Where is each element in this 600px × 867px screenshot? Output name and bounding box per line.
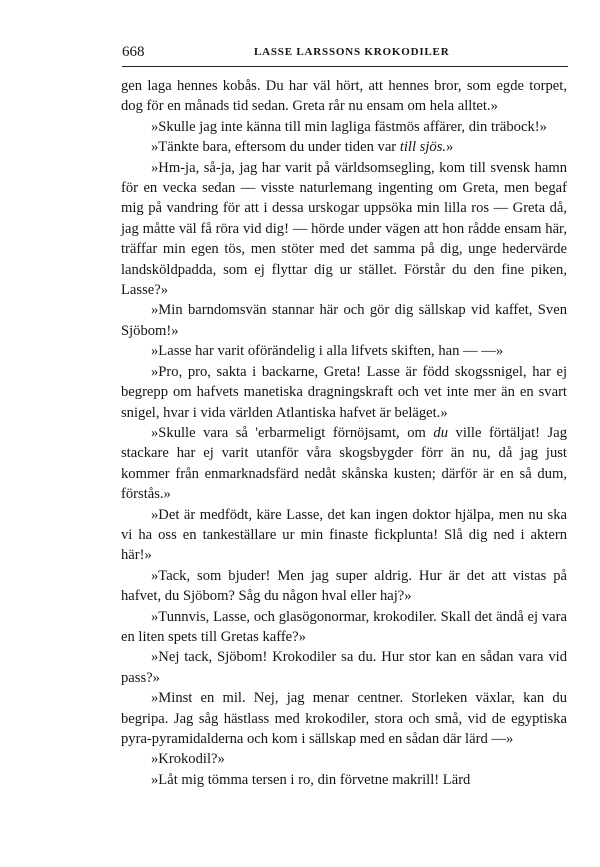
paragraph: »Skulle jag inte känna till min lagliga fästmös affärer, din träbock!» (151, 118, 547, 135)
paragraph (121, 137, 567, 157)
paragraph (121, 423, 567, 505)
running-title: LASSE LARSSONS KROKODILER (254, 46, 450, 58)
paragraph: »Krokodil?» (151, 751, 225, 768)
emphasis-text: till sjös. (399, 139, 447, 156)
page-number: 668 (122, 44, 145, 60)
paragraph: »Pro, pro, sakta i backarne, Greta! Lasse är född skogssnigel, har ej begrepp om hafvets manetiska dragningskraft och vet inte mer än en svart snigel, hvar i vida världen Atlantiska hafvet är beläget.» (121, 363, 567, 421)
paragraph: »Hm-ja, så-ja, jag har varit på världsomsegling, kom till svensk hamn för en vecka sedan — visste naturlemang ingenting om Greta, men begaf mig på vandring för att i dessa urskogar uppsöka min lilla ros — Greta då, jag måtte väl få röra vid dig! — hörde under vägen att hon rådde ensam här, träffar min egen tös, men stöter med det samma på dig, unge hedervärde landsköldpadda, som ej flyttar dig ur stället. Förstår du den fine piken, Lasse?» (121, 159, 567, 299)
paragraph: »Nej tack, Sjöbom! Krokodiler sa du. Hur stor kan en sådan vara vid pass?» (121, 649, 567, 686)
paragraph: »Minst en mil. Nej, jag menar centner. Storleken växlar, kan du begripa. Jag såg hästlass med krokodiler, stora och små, vid de egyptiska pyra-pyramidalderna och kom i sällskap med en sådan där lärd —» (121, 690, 567, 747)
emphasis-text: du (433, 424, 448, 441)
paragraph: »Tunnvis, Lasse, och glasögonormar, krokodiler. Skall det ändå ej vara en liten spets till Gretas kaffe?» (121, 608, 567, 645)
header-rule (122, 66, 568, 67)
paragraph: »Lasse har varit oförändelig i alla lifvets skiften, han — —» (151, 343, 504, 360)
paragraph: »Tack, som bjuder! Men jag super aldrig. Hur är det att vistas på hafvet, du Sjöbom? Såg du någon hval eller haj?» (121, 567, 567, 605)
paragraph: gen laga hennes kobås. Du har väl hört, att hennes bror, som egde torpet, dog för en månads tid sedan. Greta rår nu ensam om hela alltet.» (121, 78, 567, 115)
page-header (122, 44, 562, 66)
paragraph-text: »Tänkte bara, eftersom du under tiden var (151, 139, 400, 156)
paragraph: »Låt mig tömma tersen i ro, din förvetne makrill! Lärd (151, 771, 471, 788)
paragraph-text: ville förtäljat! Jag stackare har ej varit utanför våra skogsbygder förr än nu, då jag just kommer från enmarknadsfärd nedåt skånska kusten; därför är en så dum, förstås.» (121, 424, 568, 503)
paragraph-text: »Skulle vara så 'erbarmeligt förnöjsamt, om (151, 424, 434, 441)
paragraph-text: » (446, 139, 454, 156)
paragraph: »Min barndomsvän stannar här och gör dig sällskap vid kaffet, Sven Sjöbom!» (121, 302, 567, 339)
paragraph: »Det är medfödt, käre Lasse, det kan ingen doktor hjälpa, men nu ska vi ha oss en tankeställare ur min finaste fickplunta! Slå dig ned i aktern här!» (121, 506, 567, 564)
body-text (121, 76, 567, 790)
